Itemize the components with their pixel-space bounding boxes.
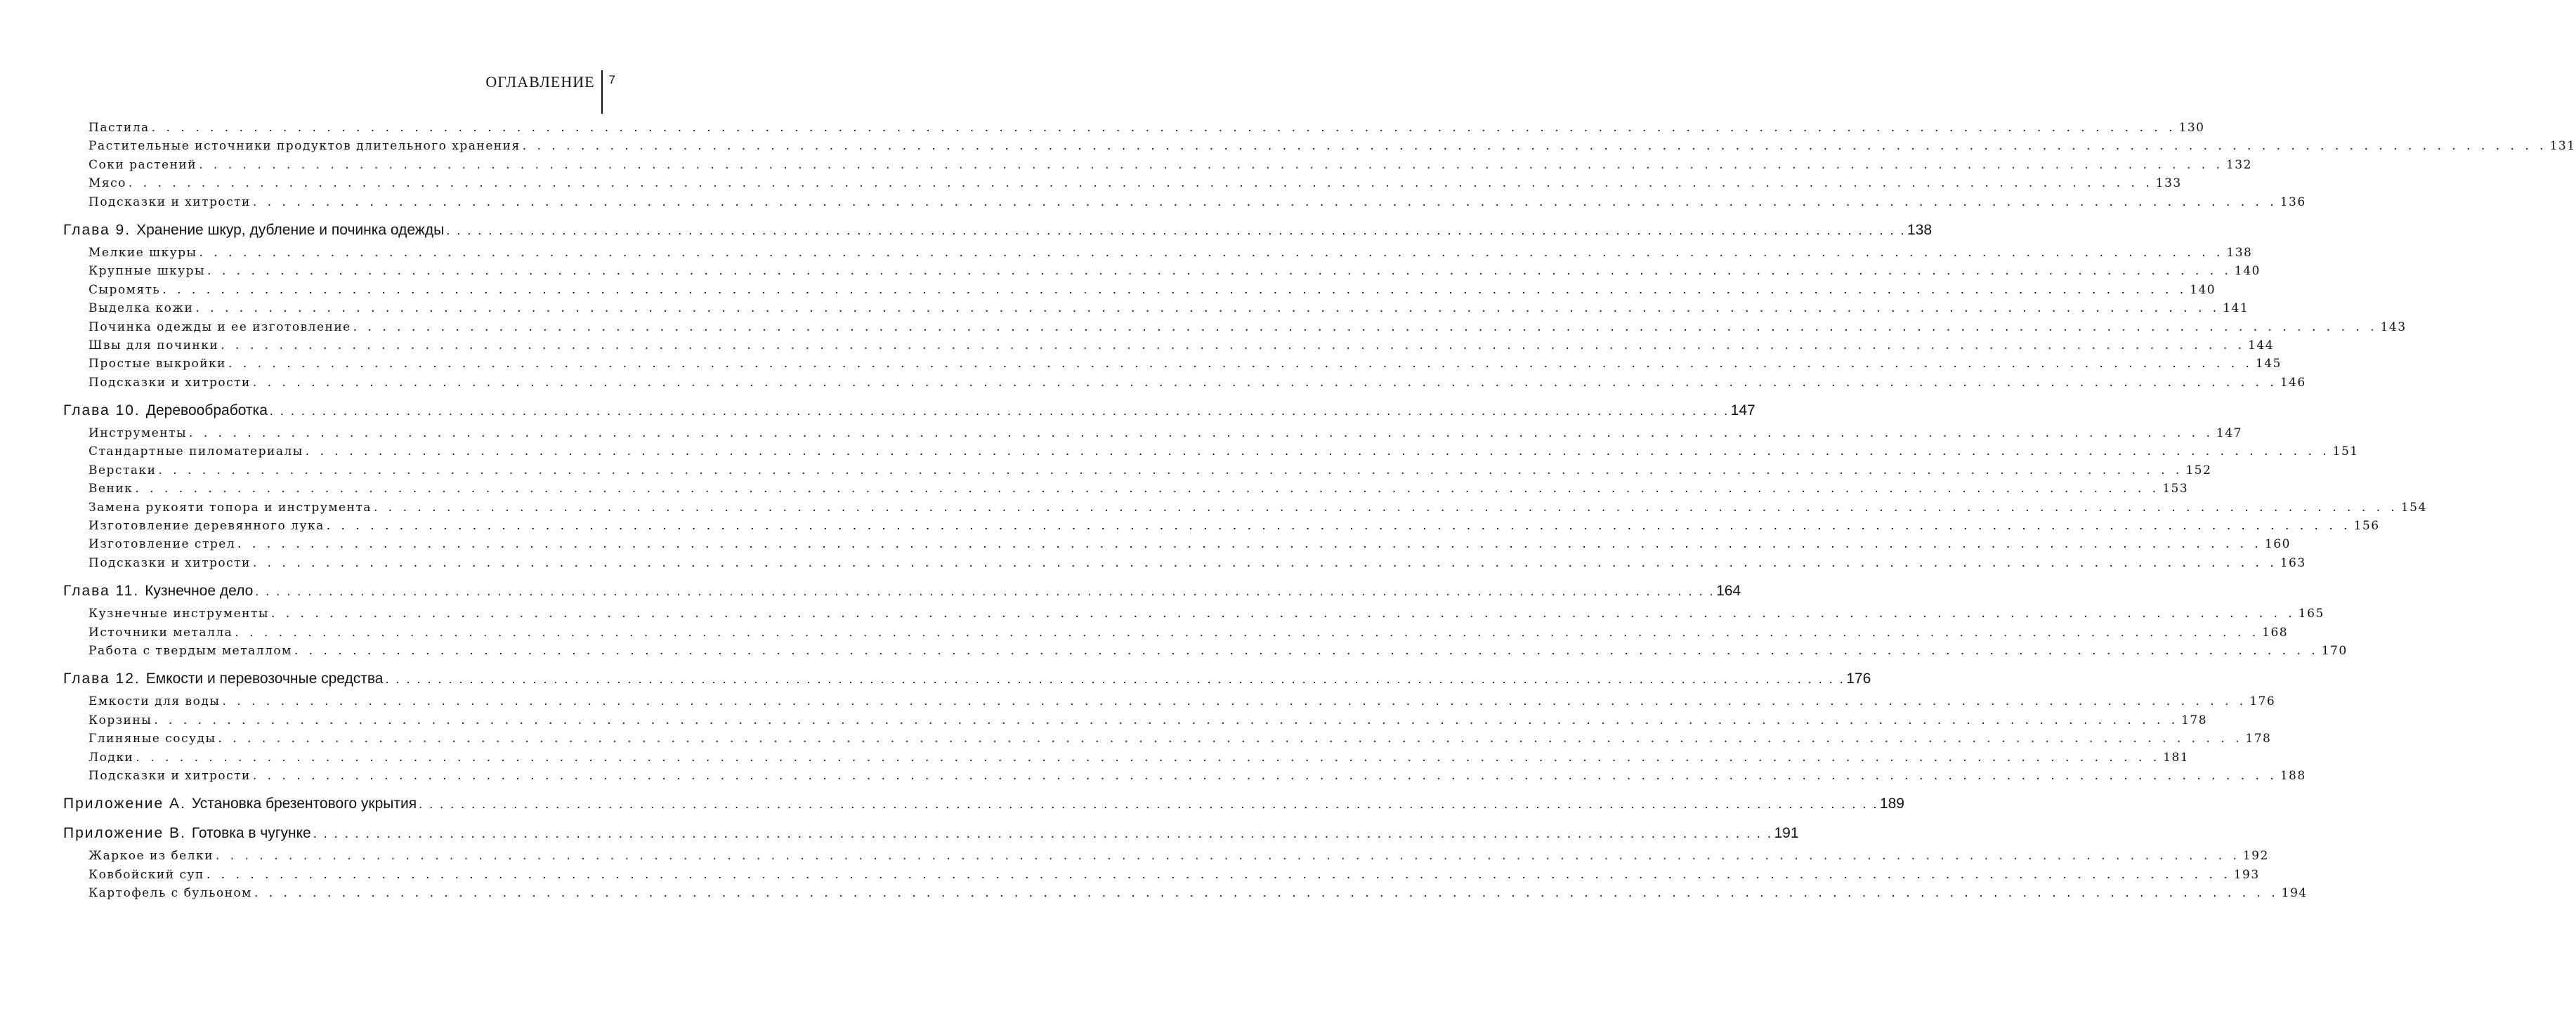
toc-chapter[interactable] [63, 221, 1933, 243]
appendix-title: Готовка в чугунке [191, 825, 311, 842]
toc-entry-title: Емкости для воды [89, 694, 221, 709]
header-divider [601, 70, 603, 114]
dot-leader: . . . . . . . . . . . . . . . . . . . . . . . . . . . . . . . . . . . . . . . . . . . . . . . . . . . . . . . . . . . . . . . . . . . . . . . . . . . . . . . . . . . . . . . . . . . . . . . . . . . . . . . . . . . . . . . . . . . . . . . . . . . . . . . . . . . . . . . . . . . [218, 732, 2243, 746]
toc-entry-page: 143 [2380, 319, 2407, 334]
toc-entry-title: Верстаки [89, 463, 157, 477]
toc-entry[interactable] [89, 643, 2348, 662]
appendix-title: Установка брезентового укрытия [191, 796, 417, 812]
dot-leader: . . . . . . . . . . . . . . . . . . . . . . . . . . . . . . . . . . . . . . . . . . . . . . . . . . . . . . . . . . . . . . . . . . . . . . . . . . . . . . . . . . . . . . . . . . . . . . . . . . . . . . . . . . . . . . . . . . . . . . . . . . . . . . . . . . . . . . . . . . . [326, 519, 2351, 534]
dot-leader: . . . . . . . . . . . . . . . . . . . . . . . . . . . . . . . . . . . . . . . . . . . . . . . . . . . . . . . . . . . . . . . . . . . . . . . . . . . . . . . . . . . . . . . . . . . . . . . . . . . . . . . . . . . . . . . . . . . . . . . . . . . . . . . . . . . . . . . . . . . [446, 223, 1906, 237]
dot-leader: . . . . . . . . . . . . . . . . . . . . . . . . . . . . . . . . . . . . . . . . . . . . . . . . . . . . . . . . . . . . . . . . . . . . . . . . . . . . . . . . . . . . . . . . . . . . . . . . . . . . . . . . . . . . . . . . . . . . . . . . . . . . . . . . . . . . . . . . . . . [162, 282, 2188, 297]
toc-entry[interactable] [89, 444, 2359, 463]
toc-entry-title: Инструменты [89, 426, 188, 441]
toc-entry-title: Мелкие шкуры [89, 245, 197, 260]
toc-entry[interactable] [89, 426, 2242, 444]
dot-leader: . . . . . . . . . . . . . . . . . . . . . . . . . . . . . . . . . . . . . . . . . . . . . . . . . . . . . . . . . . . . . . . . . . . . . . . . . . . . . . . . . . . . . . . . . . . . . . . . . . . . . . . . . . . . . . . . . . . . . . . . . . . . . . . . . . . . . . . . . . . [128, 176, 2153, 191]
toc-entry-title: Пастила [89, 121, 150, 135]
toc-entry-title: Веник [89, 482, 133, 496]
appendix-label: Приложение A. [63, 796, 186, 812]
toc-entry-page: 192 [2242, 849, 2269, 864]
toc-entry[interactable] [89, 732, 2272, 750]
toc-entry[interactable] [89, 357, 2282, 375]
page-number: 7 [608, 73, 615, 86]
toc-entry-page: 154 [2400, 500, 2427, 515]
toc-entry[interactable] [89, 157, 2252, 176]
chapter-label: Глава 9. [63, 221, 131, 238]
toc-entry-title: Растительные источники продуктов длительного хранения [89, 139, 521, 154]
toc-entry-title: Крупные шкуры [89, 264, 206, 279]
toc-entry[interactable] [89, 264, 2261, 282]
toc-entry-title: Подсказки и хитрости [89, 768, 251, 783]
dot-leader: . . . . . . . . . . . . . . . . . . . . . . . . . . . . . . . . . . . . . . . . . . . . . . . . . . . . . . . . . . . . . . . . . . . . . . . . . . . . . . . . . . . . . . . . . . . . . . . . . . . . . . . . . . . . . . . . . . . . . . . . . . . . . . . . . . . . . . . . . . . [373, 500, 2398, 515]
dot-leader: . . . . . . . . . . . . . . . . . . . . . . . . . . . . . . . . . . . . . . . . . . . . . . . . . . . . . . . . . . . . . . . . . . . . . . . . . . . . . . . . . . . . . . . . . . . . . . . . . . . . . . . . . . . . . . . . . . . . . . . . . . . . . . . . . . . . . . . . . . . [189, 426, 2214, 441]
toc-entry[interactable] [89, 537, 2291, 555]
dot-leader: . . . . . . . . . . . . . . . . . . . . . . . . . . . . . . . . . . . . . . . . . . . . . . . . . . . . . . . . . . . . . . . . . . . . . . . . . . . . . . . . . . . . . . . . . . . . . . . . . . . . . . . . . . . . . . . . . . . . . . . . . . . . . . . . . . . . . . . . . . . [199, 157, 2223, 172]
toc-chapter[interactable] [63, 583, 1741, 604]
chapter-page: 164 [1716, 583, 1741, 600]
dot-leader: . . . . . . . . . . . . . . . . . . . . . . . . . . . . . . . . . . . . . . . . . . . . . . . . . . . . . . . . . . . . . . . . . . . . . . . . . . . . . . . . . . . . . . . . . . . . . . . . . . . . . . . . . . . . . . . . . . . . . . . . . . . . . . . . . . . . . . . . . . . [353, 319, 2378, 334]
toc-entry[interactable] [89, 555, 2306, 574]
toc-entry[interactable] [89, 768, 2306, 787]
dot-leader: . . . . . . . . . . . . . . . . . . . . . . . . . . . . . . . . . . . . . . . . . . . . . . . . . . . . . . . . . . . . . . . . . . . . . . . . . . . . . . . . . . . . . . . . . . . . . . . . . . . . . . . . . . . . . . . . . . . . . . . . . . . . . . . . . . . . . . . . . . . [313, 826, 1773, 841]
toc-entry-title: Соки растений [89, 157, 197, 172]
toc-entry-page: 130 [2178, 121, 2205, 135]
chapter-page: 138 [1907, 221, 1933, 238]
appendix-page: 189 [1879, 796, 1904, 812]
dot-leader: . . . . . . . . . . . . . . . . . . . . . . . . . . . . . . . . . . . . . . . . . . . . . . . . . . . . . . . . . . . . . . . . . . . . . . . . . . . . . . . . . . . . . . . . . . . . . . . . . . . . . . . . . . . . . . . . . . . . . . . . . . . . . . . . . . . . . . . . . . . [252, 194, 2277, 209]
dot-leader: . . . . . . . . . . . . . . . . . . . . . . . . . . . . . . . . . . . . . . . . . . . . . . . . . . . . . . . . . . . . . . . . . . . . . . . . . . . . . . . . . . . . . . . . . . . . . . . . . . . . . . . . . . . . . . . . . . . . . . . . . . . . . . . . . . . . . . . . . . . [235, 625, 2260, 640]
toc-entry-page: 170 [2321, 643, 2348, 658]
dot-leader: . . . . . . . . . . . . . . . . . . . . . . . . . . . . . . . . . . . . . . . . . . . . . . . . . . . . . . . . . . . . . . . . . . . . . . . . . . . . . . . . . . . . . . . . . . . . . . . . . . . . . . . . . . . . . . . . . . . . . . . . . . . . . . . . . . . . . . . . . . . [158, 463, 2183, 477]
dot-leader: . . . . . . . . . . . . . . . . . . . . . . . . . . . . . . . . . . . . . . . . . . . . . . . . . . . . . . . . . . . . . . . . . . . . . . . . . . . . . . . . . . . . . . . . . . . . . . . . . . . . . . . . . . . . . . . . . . . . . . . . . . . . . . . . . . . . . . . . . . . [254, 886, 2279, 901]
toc-entry-title: Швы для починки [89, 338, 219, 352]
toc-entry[interactable] [89, 607, 2325, 625]
dot-leader: . . . . . . . . . . . . . . . . . . . . . . . . . . . . . . . . . . . . . . . . . . . . . . . . . . . . . . . . . . . . . . . . . . . . . . . . . . . . . . . . . . . . . . . . . . . . . . . . . . . . . . . . . . . . . . . . . . . . . . . . . . . . . . . . . . . . . . . . . . . [216, 849, 2240, 864]
chapter-label: Глава 11. [63, 583, 140, 600]
toc-entry[interactable] [89, 282, 2216, 301]
toc-entry-page: 156 [2353, 519, 2380, 534]
toc-entry-page: 146 [2280, 375, 2306, 390]
toc-entry-title: Источники металла [89, 625, 233, 640]
toc-appendix[interactable] [63, 796, 1904, 817]
toc-chapter[interactable] [63, 402, 1756, 423]
chapter-label: Глава 10. [63, 402, 140, 419]
toc-entry[interactable] [89, 886, 2308, 904]
toc-entry[interactable] [89, 694, 2276, 713]
toc-entry-title: Замена рукояти топора и инструмента [89, 500, 372, 515]
toc-entry-title: Изготовление стрел [89, 537, 236, 552]
appendix-label: Приложение B. [63, 825, 186, 842]
toc-entry-page: 176 [2249, 694, 2276, 709]
dot-leader: . . . . . . . . . . . . . . . . . . . . . . . . . . . . . . . . . . . . . . . . . . . . . . . . . . . . . . . . . . . . . . . . . . . . . . . . . . . . . . . . . . . . . . . . . . . . . . . . . . . . . . . . . . . . . . . . . . . . . . . . . . . . . . . . . . . . . . . . . . . [136, 750, 2161, 765]
table-of-contents [63, 121, 2576, 905]
dot-leader: . . . . . . . . . . . . . . . . . . . . . . . . . . . . . . . . . . . . . . . . . . . . . . . . . . . . . . . . . . . . . . . . . . . . . . . . . . . . . . . . . . . . . . . . . . . . . . . . . . . . . . . . . . . . . . . . . . . . . . . . . . . . . . . . . . . . . . . . . . . [206, 867, 2231, 882]
toc-entry-page: 144 [2248, 338, 2275, 352]
toc-chapter[interactable] [63, 671, 1871, 692]
toc-entry[interactable] [89, 482, 2189, 500]
dot-leader: . . . . . . . . . . . . . . . . . . . . . . . . . . . . . . . . . . . . . . . . . . . . . . . . . . . . . . . . . . . . . . . . . . . . . . . . . . . . . . . . . . . . . . . . . . . . . . . . . . . . . . . . . . . . . . . . . . . . . . . . . . . . . . . . . . . . . . . . . . . [151, 121, 2176, 135]
toc-entry-page: 193 [2233, 867, 2260, 882]
toc-entry-page: 138 [2226, 245, 2253, 260]
toc-entry-page: 165 [2298, 607, 2325, 621]
toc-entry-page: 133 [2155, 176, 2182, 191]
toc-entry[interactable] [89, 750, 2190, 769]
section-title: ОГЛАВЛЕНИЕ [485, 73, 595, 91]
toc-entry-title: Изготовление деревянного лука [89, 519, 325, 534]
toc-entry-title: Стандартные пиломатериалы [89, 444, 303, 459]
toc-entry-title: Простые выкройки [89, 357, 226, 371]
dot-leader: . . . . . . . . . . . . . . . . . . . . . . . . . . . . . . . . . . . . . . . . . . . . . . . . . . . . . . . . . . . . . . . . . . . . . . . . . . . . . . . . . . . . . . . . . . . . . . . . . . . . . . . . . . . . . . . . . . . . . . . . . . . . . . . . . . . . . . . . . . . [222, 694, 2247, 709]
toc-entry-title: Лодки [89, 750, 134, 765]
dot-leader: . . . . . . . . . . . . . . . . . . . . . . . . . . . . . . . . . . . . . . . . . . . . . . . . . . . . . . . . . . . . . . . . . . . . . . . . . . . . . . . . . . . . . . . . . . . . . . . . . . . . . . . . . . . . . . . . . . . . . . . . . . . . . . . . . . . . . . . . . . . [385, 672, 1845, 687]
chapter-label: Глава 12. [63, 671, 140, 687]
toc-entry[interactable] [89, 713, 2208, 732]
toc-entry-page: 151 [2332, 444, 2359, 459]
dot-leader: . . . . . . . . . . . . . . . . . . . . . . . . . . . . . . . . . . . . . . . . . . . . . . . . . . . . . . . . . . . . . . . . . . . . . . . . . . . . . . . . . . . . . . . . . . . . . . . . . . . . . . . . . . . . . . . . . . . . . . . . . . . . . . . . . . . . . . . . . . . [252, 555, 2277, 570]
toc-entry[interactable] [89, 338, 2275, 357]
toc-entry-title: Ковбойский суп [89, 867, 204, 882]
toc-entry-title: Кузнечные инструменты [89, 607, 269, 621]
toc-entry-page: 163 [2280, 555, 2306, 570]
toc-entry[interactable] [89, 319, 2407, 338]
toc-entry-page: 152 [2185, 463, 2212, 477]
dot-leader: . . . . . . . . . . . . . . . . . . . . . . . . . . . . . . . . . . . . . . . . . . . . . . . . . . . . . . . . . . . . . . . . . . . . . . . . . . . . . . . . . . . . . . . . . . . . . . . . . . . . . . . . . . . . . . . . . . . . . . . . . . . . . . . . . . . . . . . . . . . [419, 797, 1878, 812]
toc-entry-title: Подсказки и хитрости [89, 375, 251, 390]
dot-leader: . . . . . . . . . . . . . . . . . . . . . . . . . . . . . . . . . . . . . . . . . . . . . . . . . . . . . . . . . . . . . . . . . . . . . . . . . . . . . . . . . . . . . . . . . . . . . . . . . . . . . . . . . . . . . . . . . . . . . . . . . . . . . . . . . . . . . . . . . . . [195, 301, 2221, 316]
dot-leader: . . . . . . . . . . . . . . . . . . . . . . . . . . . . . . . . . . . . . . . . . . . . . . . . . . . . . . . . . . . . . . . . . . . . . . . . . . . . . . . . . . . . . . . . . . . . . . . . . . . . . . . . . . . . . . . . . . . . . . . . . . . . . . . . . . . . . . . . . . . [199, 245, 2224, 260]
dot-leader: . . . . . . . . . . . . . . . . . . . . . . . . . . . . . . . . . . . . . . . . . . . . . . . . . . . . . . . . . . . . . . . . . . . . . . . . . . . . . . . . . . . . . . . . . . . . . . . . . . . . . . . . . . . . . . . . . . . . . . . . . . . . . . . . . . . . . . . . . . . [154, 713, 2179, 727]
toc-appendix[interactable] [63, 825, 1799, 846]
toc-entry-page: 178 [2181, 713, 2208, 727]
dot-leader: . . . . . . . . . . . . . . . . . . . . . . . . . . . . . . . . . . . . . . . . . . . . . . . . . . . . . . . . . . . . . . . . . . . . . . . . . . . . . . . . . . . . . . . . . . . . . . . . . . . . . . . . . . . . . . . . . . . . . . . . . . . . . . . . . . . . . . . . . . . [237, 537, 2262, 552]
dot-leader: . . . . . . . . . . . . . . . . . . . . . . . . . . . . . . . . . . . . . . . . . . . . . . . . . . . . . . . . . . . . . . . . . . . . . . . . . . . . . . . . . . . . . . . . . . . . . . . . . . . . . . . . . . . . . . . . . . . . . . . . . . . . . . . . . . . . . . . . . . . [135, 482, 2160, 496]
toc-entry-page: 131 [2549, 139, 2576, 154]
toc-entry[interactable] [89, 194, 2306, 213]
toc-entry-page: 145 [2255, 357, 2282, 371]
toc-entry[interactable] [89, 463, 2212, 482]
toc-entry-page: 140 [2190, 282, 2216, 297]
toc-entry[interactable] [89, 849, 2269, 867]
toc-entry-title: Починка одежды и ее изготовление [89, 319, 351, 334]
toc-entry-title: Работа с твердым металлом [89, 643, 292, 658]
toc-entry-page: 147 [2216, 426, 2242, 441]
toc-entry-page: 178 [2245, 732, 2272, 746]
toc-entry-page: 136 [2280, 194, 2306, 209]
toc-entry-title: Сыромять [89, 282, 161, 297]
toc-entry-title: Глиняные сосуды [89, 732, 216, 746]
toc-entry-page: 181 [2163, 750, 2190, 765]
chapter-title: Кузнечное дело [145, 583, 254, 600]
chapter-title: Деревообработка [145, 402, 268, 419]
toc-entry[interactable] [89, 519, 2380, 537]
dot-leader: . . . . . . . . . . . . . . . . . . . . . . . . . . . . . . . . . . . . . . . . . . . . . . . . . . . . . . . . . . . . . . . . . . . . . . . . . . . . . . . . . . . . . . . . . . . . . . . . . . . . . . . . . . . . . . . . . . . . . . . . . . . . . . . . . . . . . . . . . . . [207, 264, 2232, 279]
toc-entry-page: 160 [2264, 537, 2291, 552]
dot-leader: . . . . . . . . . . . . . . . . . . . . . . . . . . . . . . . . . . . . . . . . . . . . . . . . . . . . . . . . . . . . . . . . . . . . . . . . . . . . . . . . . . . . . . . . . . . . . . . . . . . . . . . . . . . . . . . . . . . . . . . . . . . . . . . . . . . . . . . . . . . [221, 338, 2246, 352]
dot-leader: . . . . . . . . . . . . . . . . . . . . . . . . . . . . . . . . . . . . . . . . . . . . . . . . . . . . . . . . . . . . . . . . . . . . . . . . . . . . . . . . . . . . . . . . . . . . . . . . . . . . . . . . . . . . . . . . . . . . . . . . . . . . . . . . . . . . . . . . . . . [269, 404, 1730, 418]
toc-entry[interactable] [89, 500, 2427, 519]
dot-leader: . . . . . . . . . . . . . . . . . . . . . . . . . . . . . . . . . . . . . . . . . . . . . . . . . . . . . . . . . . . . . . . . . . . . . . . . . . . . . . . . . . . . . . . . . . . . . . . . . . . . . . . . . . . . . . . . . . . . . . . . . . . . . . . . . . . . . . . . . . . [228, 357, 2253, 371]
running-header [485, 70, 615, 114]
toc-entry-page: 194 [2281, 886, 2308, 901]
dot-leader: . . . . . . . . . . . . . . . . . . . . . . . . . . . . . . . . . . . . . . . . . . . . . . . . . . . . . . . . . . . . . . . . . . . . . . . . . . . . . . . . . . . . . . . . . . . . . . . . . . . . . . . . . . . . . . . . . . . . . . . . . . . . . . . . . . . . . . . . . . . [252, 768, 2277, 783]
toc-entry-page: 141 [2223, 301, 2249, 316]
toc-entry[interactable] [89, 245, 2253, 264]
toc-entry-title: Подсказки и хитрости [89, 194, 251, 209]
toc-entry-page: 153 [2162, 482, 2189, 496]
toc-entry-title: Выделка кожи [89, 301, 194, 316]
dot-leader: . . . . . . . . . . . . . . . . . . . . . . . . . . . . . . . . . . . . . . . . . . . . . . . . . . . . . . . . . . . . . . . . . . . . . . . . . . . . . . . . . . . . . . . . . . . . . . . . . . . . . . . . . . . . . . . . . . . . . . . . . . . . . . . . . . . . . . . . . . . [252, 375, 2277, 390]
toc-entry-page: 140 [2234, 264, 2261, 279]
toc-entry[interactable] [89, 176, 2182, 194]
toc-entry-title: Картофель с бульоном [89, 886, 252, 901]
dot-leader: . . . . . . . . . . . . . . . . . . . . . . . . . . . . . . . . . . . . . . . . . . . . . . . . . . . . . . . . . . . . . . . . . . . . . . . . . . . . . . . . . . . . . . . . . . . . . . . . . . . . . . . . . . . . . . . . . . . . . . . . . . . . . . . . . . . . . . . . . . . [255, 584, 1715, 599]
toc-entry-title: Мясо [89, 176, 126, 191]
toc-entry[interactable] [89, 121, 2205, 139]
dot-leader: . . . . . . . . . . . . . . . . . . . . . . . . . . . . . . . . . . . . . . . . . . . . . . . . . . . . . . . . . . . . . . . . . . . . . . . . . . . . . . . . . . . . . . . . . . . . . . . . . . . . . . . . . . . . . . . . . . . . . . . . . . . . . . . . . . . . . . . . . . . [305, 444, 2330, 459]
toc-entry[interactable] [89, 375, 2306, 394]
toc-entry-title: Подсказки и хитрости [89, 555, 251, 570]
chapter-page: 176 [1846, 671, 1871, 687]
chapter-title: Емкости и перевозочные средства [145, 671, 384, 687]
toc-entry[interactable] [89, 139, 2576, 157]
dot-leader: . . . . . . . . . . . . . . . . . . . . . . . . . . . . . . . . . . . . . . . . . . . . . . . . . . . . . . . . . . . . . . . . . . . . . . . . . . . . . . . . . . . . . . . . . . . . . . . . . . . . . . . . . . . . . . . . . . . . . . . . . . . . . . . . . . . . . . . . . . . [522, 139, 2547, 154]
appendix-page: 191 [1774, 825, 1799, 842]
toc-entry[interactable] [89, 301, 2249, 319]
toc-entry[interactable] [89, 867, 2260, 886]
toc-entry-title: Корзины [89, 713, 152, 727]
toc-entry-page: 188 [2280, 768, 2306, 783]
toc-entry-page: 132 [2225, 157, 2252, 172]
chapter-page: 147 [1730, 402, 1756, 419]
dot-leader: . . . . . . . . . . . . . . . . . . . . . . . . . . . . . . . . . . . . . . . . . . . . . . . . . . . . . . . . . . . . . . . . . . . . . . . . . . . . . . . . . . . . . . . . . . . . . . . . . . . . . . . . . . . . . . . . . . . . . . . . . . . . . . . . . . . . . . . . . . . [270, 607, 2296, 621]
toc-entry[interactable] [89, 625, 2289, 644]
chapter-title: Хранение шкур, дубление и починка одежды [136, 221, 445, 238]
toc-entry-title: Жаркое из белки [89, 849, 214, 864]
toc-entry-page: 168 [2262, 625, 2289, 640]
dot-leader: . . . . . . . . . . . . . . . . . . . . . . . . . . . . . . . . . . . . . . . . . . . . . . . . . . . . . . . . . . . . . . . . . . . . . . . . . . . . . . . . . . . . . . . . . . . . . . . . . . . . . . . . . . . . . . . . . . . . . . . . . . . . . . . . . . . . . . . . . . . [294, 643, 2319, 658]
